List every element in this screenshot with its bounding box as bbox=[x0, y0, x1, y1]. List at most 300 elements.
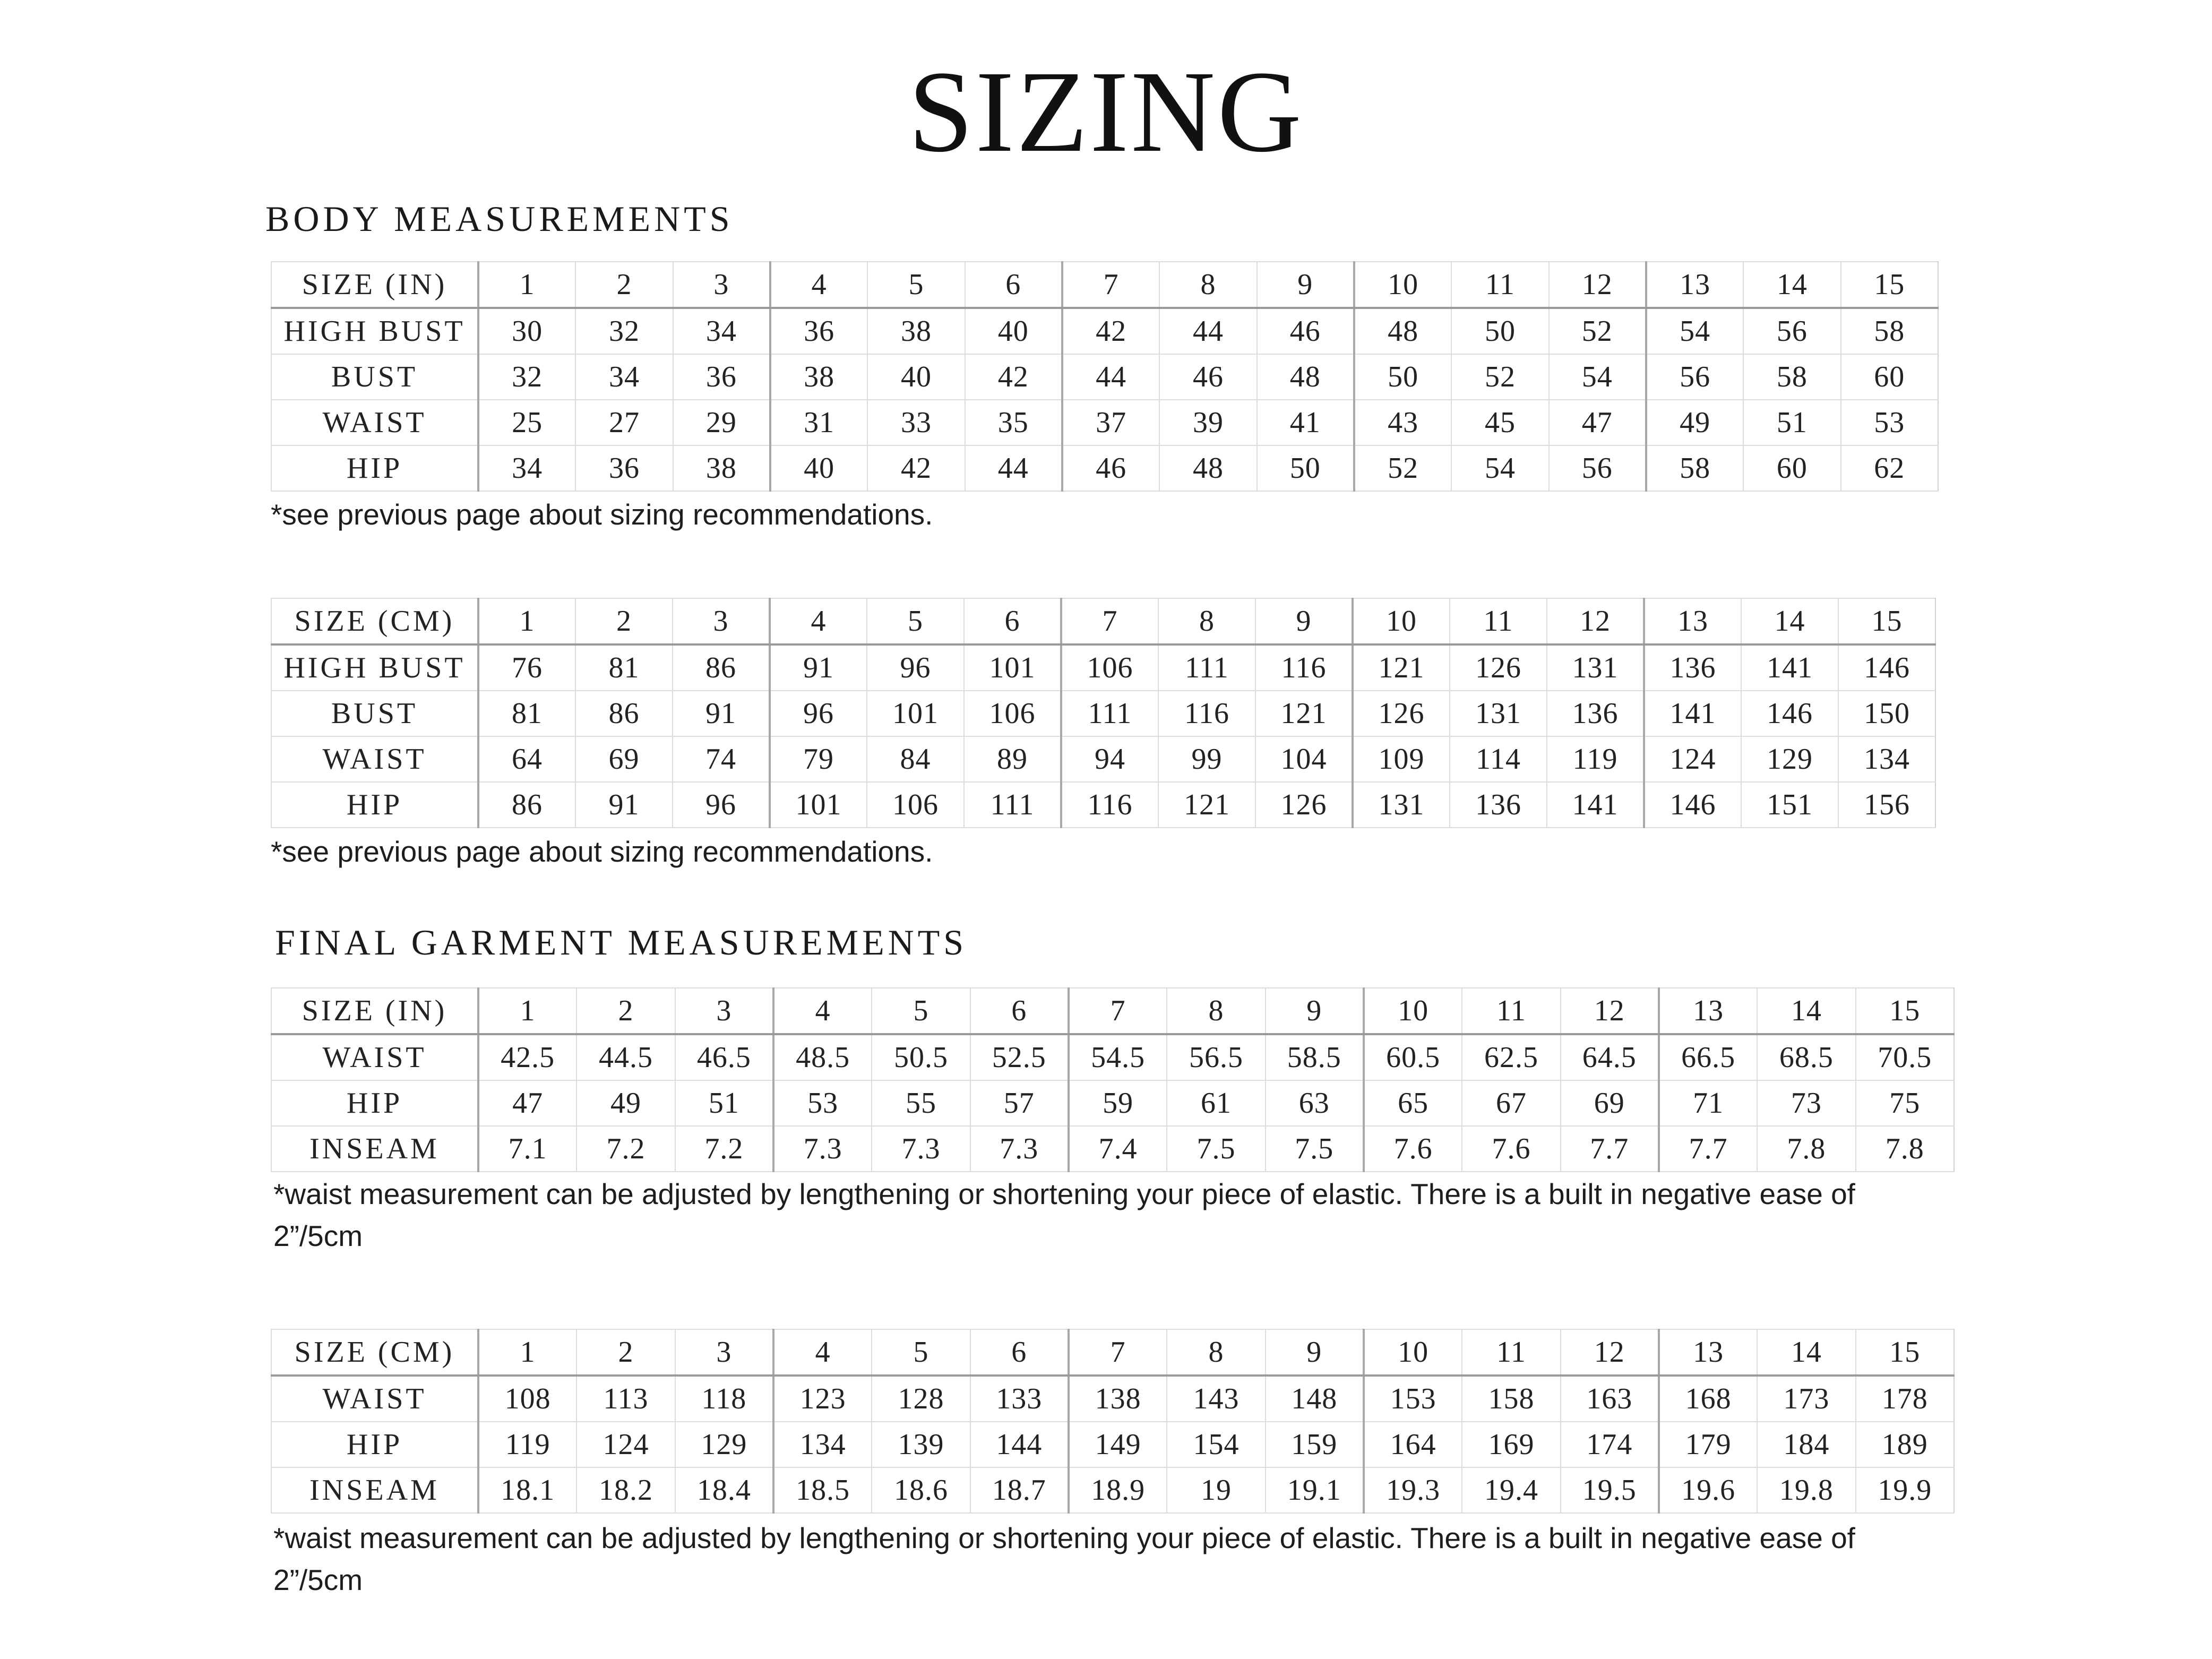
size-header-cell: 3 bbox=[675, 1329, 773, 1376]
garment-cm-note-line2: 2”/5cm bbox=[273, 1563, 363, 1596]
table-row bbox=[271, 691, 1935, 736]
table-cell: 91 bbox=[575, 782, 673, 828]
table-cell: 169 bbox=[1462, 1422, 1560, 1467]
table-cell: 66.5 bbox=[1659, 1034, 1757, 1080]
table-cell: 81 bbox=[575, 644, 673, 691]
table-cell: 32 bbox=[575, 308, 673, 354]
table-cell: 184 bbox=[1757, 1422, 1855, 1467]
table-cell: 106 bbox=[964, 691, 1061, 736]
table-cell: 54 bbox=[1646, 308, 1743, 354]
table-cell: 86 bbox=[673, 644, 770, 691]
table-cell: 7.5 bbox=[1167, 1126, 1265, 1172]
row-label: BUST bbox=[271, 354, 478, 400]
table-cell: 56 bbox=[1646, 354, 1743, 400]
table-cell: 119 bbox=[1547, 736, 1644, 782]
table-cell: 118 bbox=[675, 1376, 773, 1422]
table-cell: 52 bbox=[1451, 354, 1548, 400]
table-cell: 62 bbox=[1841, 445, 1938, 491]
table-cell: 113 bbox=[576, 1376, 675, 1422]
table-row bbox=[271, 308, 1938, 354]
table-cell: 46 bbox=[1062, 445, 1159, 491]
row-label: HIP bbox=[271, 1422, 478, 1467]
size-header-cell: 1 bbox=[478, 598, 575, 644]
table-cell: 40 bbox=[770, 445, 867, 491]
table-cell: 58 bbox=[1646, 445, 1743, 491]
table-cell: 89 bbox=[964, 736, 1061, 782]
table-cell: 18.5 bbox=[773, 1467, 872, 1513]
size-header-cell: 13 bbox=[1659, 1329, 1757, 1376]
table-cell: 36 bbox=[673, 354, 770, 400]
table-cell: 47 bbox=[478, 1080, 576, 1126]
table-cell: 146 bbox=[1741, 691, 1838, 736]
table-cell: 54 bbox=[1549, 354, 1646, 400]
size-header-cell: 12 bbox=[1549, 262, 1646, 308]
size-header-cell: 6 bbox=[970, 1329, 1069, 1376]
size-header-cell: 8 bbox=[1167, 988, 1265, 1034]
table-cell: 121 bbox=[1158, 782, 1255, 828]
table-cell: 48.5 bbox=[773, 1034, 872, 1080]
size-header-cell: 10 bbox=[1364, 988, 1462, 1034]
row-label: SIZE (IN) bbox=[271, 988, 478, 1034]
table-cell: 18.7 bbox=[970, 1467, 1069, 1513]
table-cell: 7.4 bbox=[1069, 1126, 1167, 1172]
size-header-cell: 2 bbox=[575, 262, 673, 308]
table-cell: 52 bbox=[1549, 308, 1646, 354]
table-cell: 27 bbox=[575, 400, 673, 445]
table-header-row bbox=[271, 1329, 1954, 1376]
garment-inches-note-line2: 2”/5cm bbox=[273, 1219, 363, 1252]
table-cell: 7.6 bbox=[1462, 1126, 1560, 1172]
table-cell: 101 bbox=[867, 691, 964, 736]
table-cell: 178 bbox=[1856, 1376, 1954, 1422]
table-row bbox=[271, 736, 1935, 782]
table-cell: 128 bbox=[872, 1376, 970, 1422]
garment-inches-note-line1: *waist measurement can be adjusted by lengthening or shortening your piece of elastic. There is a built in negative ease of bbox=[273, 1177, 1855, 1210]
table-cell: 143 bbox=[1167, 1376, 1265, 1422]
table-cell: 18.2 bbox=[576, 1467, 675, 1513]
table-cell: 31 bbox=[770, 400, 867, 445]
table-cell: 44.5 bbox=[576, 1034, 675, 1080]
table-cell: 163 bbox=[1561, 1376, 1659, 1422]
row-label: SIZE (IN) bbox=[271, 262, 478, 308]
table-row bbox=[271, 1080, 1954, 1126]
size-header-cell: 6 bbox=[965, 262, 1062, 308]
table-cell: 153 bbox=[1364, 1376, 1462, 1422]
table-cell: 60.5 bbox=[1364, 1034, 1462, 1080]
size-header-cell: 15 bbox=[1856, 1329, 1954, 1376]
table-cell: 116 bbox=[1255, 644, 1353, 691]
table-cell: 7.8 bbox=[1856, 1126, 1954, 1172]
row-label: WAIST bbox=[271, 400, 478, 445]
table-cell: 7.3 bbox=[970, 1126, 1069, 1172]
table-cell: 36 bbox=[575, 445, 673, 491]
table-cell: 126 bbox=[1353, 691, 1450, 736]
table-cell: 58 bbox=[1743, 354, 1840, 400]
size-header-cell: 2 bbox=[575, 598, 673, 644]
page-title: SIZING bbox=[908, 47, 1304, 176]
row-label: INSEAM bbox=[271, 1467, 478, 1513]
table-cell: 73 bbox=[1757, 1080, 1855, 1126]
table-cell: 124 bbox=[576, 1422, 675, 1467]
table-cell: 164 bbox=[1364, 1422, 1462, 1467]
table-row bbox=[271, 1126, 1954, 1172]
table-cell: 19.3 bbox=[1364, 1467, 1462, 1513]
table-cell: 54 bbox=[1451, 445, 1548, 491]
table-cell: 42.5 bbox=[478, 1034, 576, 1080]
table-cell: 96 bbox=[867, 644, 964, 691]
table-cell: 158 bbox=[1462, 1376, 1560, 1422]
table-cell: 76 bbox=[478, 644, 575, 691]
table-cell: 7.7 bbox=[1659, 1126, 1757, 1172]
table-cell: 129 bbox=[675, 1422, 773, 1467]
row-label: WAIST bbox=[271, 1376, 478, 1422]
table-cell: 106 bbox=[1061, 644, 1158, 691]
table-cell: 18.9 bbox=[1069, 1467, 1167, 1513]
section-heading-body-measurements: BODY MEASUREMENTS bbox=[265, 199, 734, 239]
table-cell: 19 bbox=[1167, 1467, 1265, 1513]
table-cell: 18.6 bbox=[872, 1467, 970, 1513]
table-cell: 134 bbox=[773, 1422, 872, 1467]
table-cell: 96 bbox=[770, 691, 867, 736]
row-label: HIP bbox=[271, 782, 478, 828]
table-cell: 44 bbox=[965, 445, 1062, 491]
table-cell: 131 bbox=[1450, 691, 1547, 736]
table-cell: 46.5 bbox=[675, 1034, 773, 1080]
table-row bbox=[271, 1034, 1954, 1080]
table-cell: 45 bbox=[1451, 400, 1548, 445]
table-cell: 48 bbox=[1354, 308, 1451, 354]
table-cell: 108 bbox=[478, 1376, 576, 1422]
size-header-cell: 12 bbox=[1561, 1329, 1659, 1376]
size-header-cell: 6 bbox=[964, 598, 1061, 644]
table-cell: 126 bbox=[1450, 644, 1547, 691]
table-cell: 7.3 bbox=[773, 1126, 872, 1172]
size-header-cell: 3 bbox=[675, 988, 773, 1034]
table-cell: 42 bbox=[1062, 308, 1159, 354]
table-cell: 70.5 bbox=[1856, 1034, 1954, 1080]
table-cell: 19.8 bbox=[1757, 1467, 1855, 1513]
table-cell: 74 bbox=[673, 736, 770, 782]
table-cell: 126 bbox=[1255, 782, 1353, 828]
table-cell: 42 bbox=[867, 445, 965, 491]
table-cell: 56 bbox=[1743, 308, 1840, 354]
table-row bbox=[271, 1467, 1954, 1513]
table-cell: 150 bbox=[1838, 691, 1935, 736]
size-header-cell: 11 bbox=[1451, 262, 1548, 308]
table-cell: 44 bbox=[1062, 354, 1159, 400]
table-cell: 46 bbox=[1159, 354, 1256, 400]
size-header-cell: 15 bbox=[1838, 598, 1935, 644]
table-cell: 141 bbox=[1741, 644, 1838, 691]
table-cell: 111 bbox=[1061, 691, 1158, 736]
garment-cm-note-line1: *waist measurement can be adjusted by lengthening or shortening your piece of elastic. There is a built in negative ease of bbox=[273, 1522, 1855, 1554]
table-cell: 18.1 bbox=[478, 1467, 576, 1513]
table-cell: 7.7 bbox=[1561, 1126, 1659, 1172]
size-header-cell: 3 bbox=[673, 598, 770, 644]
table-cell: 42 bbox=[965, 354, 1062, 400]
table-cell: 121 bbox=[1353, 644, 1450, 691]
table-cell: 86 bbox=[575, 691, 673, 736]
table-cell: 154 bbox=[1167, 1422, 1265, 1467]
table-cell: 34 bbox=[478, 445, 575, 491]
table-cell: 67 bbox=[1462, 1080, 1560, 1126]
size-header-cell: 5 bbox=[867, 262, 965, 308]
size-header-cell: 5 bbox=[867, 598, 964, 644]
size-header-cell: 9 bbox=[1257, 262, 1354, 308]
body-cm-note: *see previous page about sizing recommendations. bbox=[271, 835, 933, 868]
size-header-cell: 11 bbox=[1450, 598, 1547, 644]
size-header-cell: 11 bbox=[1462, 1329, 1560, 1376]
table-cell: 75 bbox=[1856, 1080, 1954, 1126]
table-cell: 134 bbox=[1838, 736, 1935, 782]
table-cell: 179 bbox=[1659, 1422, 1757, 1467]
size-header-cell: 1 bbox=[478, 1329, 576, 1376]
body-measurements-inches-table bbox=[271, 261, 1939, 492]
table-cell: 40 bbox=[965, 308, 1062, 354]
size-header-cell: 11 bbox=[1462, 988, 1560, 1034]
table-cell: 121 bbox=[1255, 691, 1353, 736]
table-cell: 19.9 bbox=[1856, 1467, 1954, 1513]
table-cell: 38 bbox=[770, 354, 867, 400]
table-cell: 43 bbox=[1354, 400, 1451, 445]
table-cell: 48 bbox=[1257, 354, 1354, 400]
table-cell: 114 bbox=[1450, 736, 1547, 782]
table-cell: 68.5 bbox=[1757, 1034, 1855, 1080]
table-cell: 19.5 bbox=[1561, 1467, 1659, 1513]
size-header-cell: 14 bbox=[1743, 262, 1840, 308]
table-cell: 189 bbox=[1856, 1422, 1954, 1467]
table-cell: 41 bbox=[1257, 400, 1354, 445]
table-cell: 40 bbox=[867, 354, 965, 400]
row-label: HIP bbox=[271, 1080, 478, 1126]
size-header-cell: 5 bbox=[872, 988, 970, 1034]
table-cell: 174 bbox=[1561, 1422, 1659, 1467]
table-header-row bbox=[271, 598, 1935, 644]
table-cell: 168 bbox=[1659, 1376, 1757, 1422]
table-cell: 63 bbox=[1266, 1080, 1364, 1126]
garment-measurements-inches-table bbox=[271, 987, 1955, 1172]
table-cell: 151 bbox=[1741, 782, 1838, 828]
table-cell: 34 bbox=[575, 354, 673, 400]
table-cell: 51 bbox=[675, 1080, 773, 1126]
table-cell: 33 bbox=[867, 400, 965, 445]
table-row bbox=[271, 782, 1935, 828]
table-cell: 146 bbox=[1838, 644, 1935, 691]
table-cell: 50.5 bbox=[872, 1034, 970, 1080]
table-row bbox=[271, 400, 1938, 445]
table-row bbox=[271, 1422, 1954, 1467]
row-label: HIGH BUST bbox=[271, 644, 478, 691]
table-cell: 148 bbox=[1266, 1376, 1364, 1422]
table-cell: 36 bbox=[770, 308, 867, 354]
row-label: HIGH BUST bbox=[271, 308, 478, 354]
size-header-cell: 15 bbox=[1856, 988, 1954, 1034]
table-cell: 141 bbox=[1644, 691, 1741, 736]
table-cell: 104 bbox=[1255, 736, 1353, 782]
table-cell: 69 bbox=[1561, 1080, 1659, 1126]
table-cell: 96 bbox=[673, 782, 770, 828]
size-header-cell: 2 bbox=[576, 1329, 675, 1376]
size-header-cell: 9 bbox=[1255, 598, 1353, 644]
size-header-cell: 10 bbox=[1354, 262, 1451, 308]
row-label: HIP bbox=[271, 445, 478, 491]
size-header-cell: 5 bbox=[872, 1329, 970, 1376]
table-cell: 139 bbox=[872, 1422, 970, 1467]
table-cell: 116 bbox=[1158, 691, 1255, 736]
size-header-cell: 8 bbox=[1158, 598, 1255, 644]
size-header-cell: 10 bbox=[1364, 1329, 1462, 1376]
row-label: WAIST bbox=[271, 736, 478, 782]
size-header-cell: 14 bbox=[1757, 1329, 1855, 1376]
table-cell: 44 bbox=[1159, 308, 1256, 354]
table-cell: 138 bbox=[1069, 1376, 1167, 1422]
size-header-cell: 3 bbox=[673, 262, 770, 308]
table-cell: 146 bbox=[1644, 782, 1741, 828]
table-cell: 106 bbox=[867, 782, 964, 828]
table-cell: 136 bbox=[1547, 691, 1644, 736]
table-cell: 133 bbox=[970, 1376, 1069, 1422]
table-cell: 19.1 bbox=[1266, 1467, 1364, 1513]
table-cell: 7.2 bbox=[675, 1126, 773, 1172]
table-cell: 64 bbox=[478, 736, 575, 782]
table-cell: 58 bbox=[1841, 308, 1938, 354]
table-cell: 136 bbox=[1450, 782, 1547, 828]
size-header-cell: 8 bbox=[1159, 262, 1256, 308]
table-cell: 173 bbox=[1757, 1376, 1855, 1422]
table-cell: 61 bbox=[1167, 1080, 1265, 1126]
row-label: WAIST bbox=[271, 1034, 478, 1080]
table-header-row bbox=[271, 988, 1954, 1034]
size-header-cell: 9 bbox=[1266, 988, 1364, 1034]
size-header-cell: 13 bbox=[1659, 988, 1757, 1034]
table-cell: 65 bbox=[1364, 1080, 1462, 1126]
table-cell: 111 bbox=[964, 782, 1061, 828]
table-cell: 62.5 bbox=[1462, 1034, 1560, 1080]
table-cell: 144 bbox=[970, 1422, 1069, 1467]
section-heading-final-garment-measurements: FINAL GARMENT MEASUREMENTS bbox=[275, 922, 968, 962]
table-cell: 54.5 bbox=[1069, 1034, 1167, 1080]
size-header-cell: 12 bbox=[1547, 598, 1644, 644]
size-header-cell: 2 bbox=[576, 988, 675, 1034]
size-header-cell: 4 bbox=[773, 1329, 872, 1376]
row-label: SIZE (CM) bbox=[271, 1329, 478, 1376]
table-cell: 19.6 bbox=[1659, 1467, 1757, 1513]
table-cell: 30 bbox=[478, 308, 575, 354]
table-cell: 71 bbox=[1659, 1080, 1757, 1126]
table-cell: 131 bbox=[1353, 782, 1450, 828]
body-inches-note: *see previous page about sizing recommendations. bbox=[271, 498, 933, 531]
body-measurements-cm-table bbox=[271, 598, 1936, 828]
table-cell: 19.4 bbox=[1462, 1467, 1560, 1513]
table-row bbox=[271, 354, 1938, 400]
table-cell: 156 bbox=[1838, 782, 1935, 828]
table-cell: 119 bbox=[478, 1422, 576, 1467]
table-cell: 99 bbox=[1158, 736, 1255, 782]
table-cell: 7.6 bbox=[1364, 1126, 1462, 1172]
table-cell: 109 bbox=[1353, 736, 1450, 782]
size-header-cell: 15 bbox=[1841, 262, 1938, 308]
table-row bbox=[271, 1376, 1954, 1422]
table-cell: 7.8 bbox=[1757, 1126, 1855, 1172]
table-cell: 91 bbox=[673, 691, 770, 736]
size-header-cell: 10 bbox=[1353, 598, 1450, 644]
size-header-cell: 9 bbox=[1266, 1329, 1364, 1376]
row-label: BUST bbox=[271, 691, 478, 736]
table-cell: 64.5 bbox=[1561, 1034, 1659, 1080]
size-header-cell: 12 bbox=[1561, 988, 1659, 1034]
table-cell: 69 bbox=[575, 736, 673, 782]
table-cell: 48 bbox=[1159, 445, 1256, 491]
table-cell: 141 bbox=[1547, 782, 1644, 828]
size-header-cell: 1 bbox=[478, 262, 575, 308]
table-cell: 111 bbox=[1158, 644, 1255, 691]
table-cell: 50 bbox=[1354, 354, 1451, 400]
table-cell: 101 bbox=[770, 782, 867, 828]
table-cell: 52.5 bbox=[970, 1034, 1069, 1080]
table-cell: 55 bbox=[872, 1080, 970, 1126]
table-cell: 52 bbox=[1354, 445, 1451, 491]
table-cell: 59 bbox=[1069, 1080, 1167, 1126]
table-cell: 60 bbox=[1743, 445, 1840, 491]
table-cell: 35 bbox=[965, 400, 1062, 445]
table-header-row bbox=[271, 262, 1938, 308]
row-label: INSEAM bbox=[271, 1126, 478, 1172]
table-cell: 56.5 bbox=[1167, 1034, 1265, 1080]
table-cell: 84 bbox=[867, 736, 964, 782]
table-cell: 131 bbox=[1547, 644, 1644, 691]
table-cell: 25 bbox=[478, 400, 575, 445]
size-header-cell: 4 bbox=[773, 988, 872, 1034]
table-cell: 50 bbox=[1257, 445, 1354, 491]
table-cell: 7.3 bbox=[872, 1126, 970, 1172]
garment-measurements-cm-table bbox=[271, 1329, 1955, 1514]
size-header-cell: 7 bbox=[1069, 1329, 1167, 1376]
table-cell: 81 bbox=[478, 691, 575, 736]
table-cell: 7.1 bbox=[478, 1126, 576, 1172]
size-header-cell: 7 bbox=[1069, 988, 1167, 1034]
table-cell: 60 bbox=[1841, 354, 1938, 400]
table-cell: 46 bbox=[1257, 308, 1354, 354]
size-header-cell: 7 bbox=[1062, 262, 1159, 308]
size-header-cell: 4 bbox=[770, 598, 867, 644]
table-cell: 34 bbox=[673, 308, 770, 354]
size-header-cell: 14 bbox=[1757, 988, 1855, 1034]
size-header-cell: 1 bbox=[478, 988, 576, 1034]
table-cell: 129 bbox=[1741, 736, 1838, 782]
table-cell: 124 bbox=[1644, 736, 1741, 782]
table-cell: 136 bbox=[1644, 644, 1741, 691]
table-cell: 58.5 bbox=[1266, 1034, 1364, 1080]
table-cell: 123 bbox=[773, 1376, 872, 1422]
table-cell: 53 bbox=[773, 1080, 872, 1126]
table-cell: 94 bbox=[1061, 736, 1158, 782]
table-cell: 32 bbox=[478, 354, 575, 400]
table-cell: 50 bbox=[1451, 308, 1548, 354]
table-cell: 18.4 bbox=[675, 1467, 773, 1513]
table-cell: 149 bbox=[1069, 1422, 1167, 1467]
size-header-cell: 7 bbox=[1061, 598, 1158, 644]
table-cell: 7.5 bbox=[1266, 1126, 1364, 1172]
table-cell: 37 bbox=[1062, 400, 1159, 445]
table-cell: 116 bbox=[1061, 782, 1158, 828]
table-cell: 39 bbox=[1159, 400, 1256, 445]
size-header-cell: 14 bbox=[1741, 598, 1838, 644]
table-cell: 7.2 bbox=[576, 1126, 675, 1172]
size-header-cell: 4 bbox=[770, 262, 867, 308]
table-cell: 159 bbox=[1266, 1422, 1364, 1467]
table-cell: 49 bbox=[1646, 400, 1743, 445]
size-header-cell: 13 bbox=[1644, 598, 1741, 644]
